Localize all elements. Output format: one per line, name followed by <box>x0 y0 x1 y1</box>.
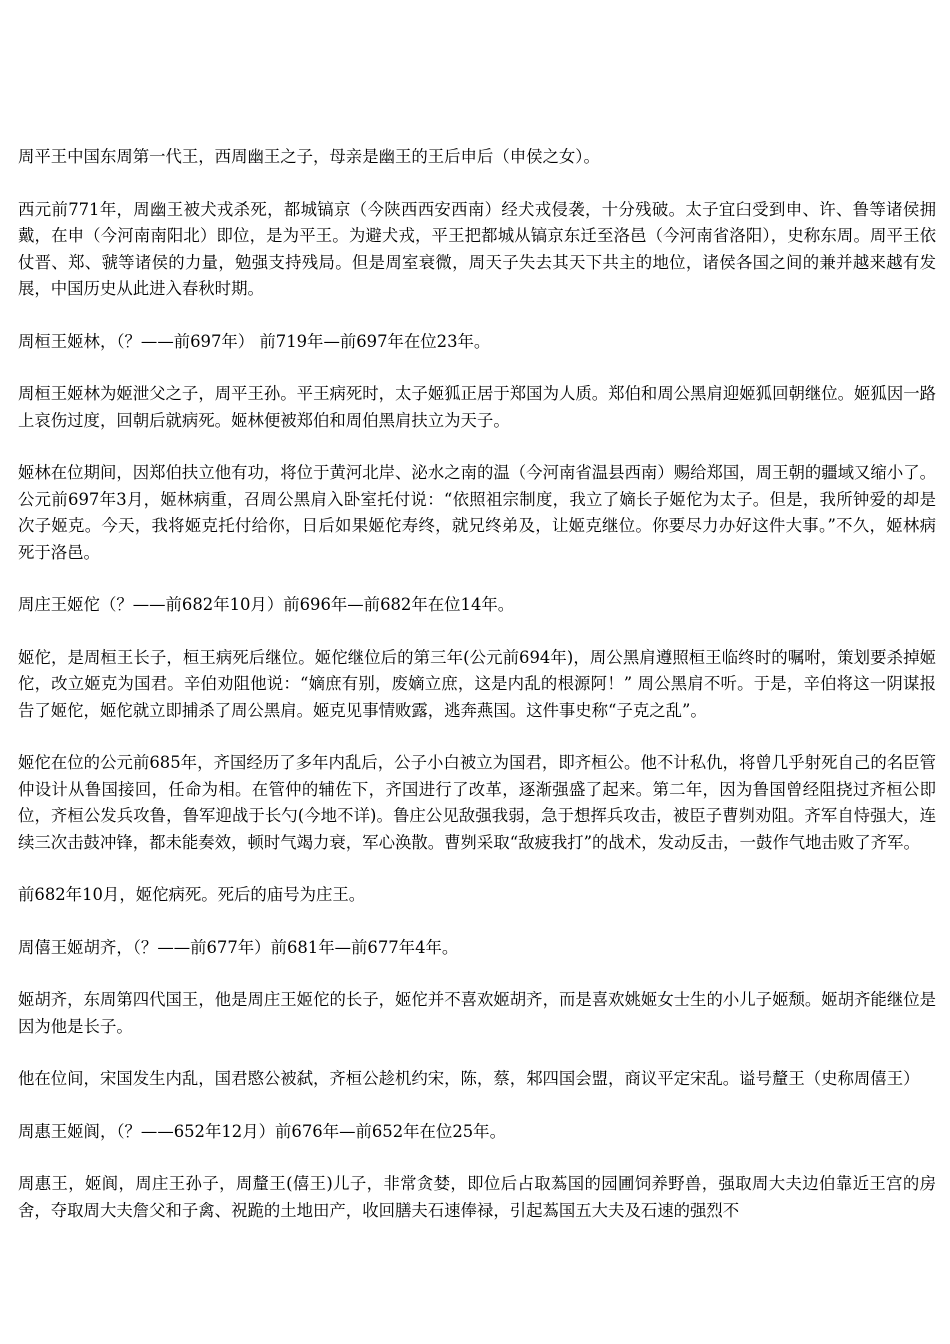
paragraph-14: 周惠王，姬阆，周庄王孙子，周釐王(僖王)儿子，非常贪婪，即位后占取蒍国的园圃饲养野兽，强取周大夫边伯靠近王宫的房舍，夺取周大夫詹父和子禽、祝跪的土地田产，收回膳夫石速俸禄，引起蒍国五大夫及石速的强烈不 <box>18 1174 936 1220</box>
document-body <box>18 144 936 1224</box>
paragraph-12: 他在位间，宋国发生内乱，国君愍公被弑，齐桓公趁机约宋，陈，蔡，邾四国会盟，商议平定宋乱。谥号釐王（史称周僖王） <box>18 1069 920 1088</box>
paragraph-7: 姬佗，是周桓王长子，桓王病死后继位。姬佗继位后的第三年(公元前694年)，周公黑肩遵照桓王临终时的嘱咐，策划要杀掉姬佗，改立姬克为国君。辛伯劝阻他说：“嫡庶有别，废嫡立庶，这是内乱的根源阿！” 周公黑肩不听。于是，辛伯将这一阴谋报告了姬佗，姬佗就立即捕杀了周公黑肩。姬克见事情败露，逃奔燕国。这件事史称“子克之乱”。 <box>18 647 936 720</box>
paragraph-11: 姬胡齐，东周第四代国王，他是周庄王姬佗的长子，姬佗并不喜欢姬胡齐，而是喜欢姚姬女士生的小儿子姬颓。姬胡齐能继位是因为他是长子。 <box>18 990 936 1036</box>
paragraph-9: 前682年10月，姬佗病死。死后的庙号为庄王。 <box>18 885 366 904</box>
paragraph-13: 周惠王姬阆，（？——652年12月）前676年—前652年在位25年。 <box>18 1121 506 1141</box>
paragraph-5: 姬林在位期间，因郑伯扶立他有功，将位于黄河北岸、泌水之南的温（今河南省温县西南）赐给郑国，周王朝的疆域又缩小了。公元前697年3月，姬林病重，召周公黑肩入卧室托付说：“依照祖宗制度，我立了嫡长子姬佗为太子。但是，我所钟爱的却是次子姬克。今天，我将姬克托付给你，日后如果姬佗寿终，就兄终弟及，让姬克继位。你要尽力办好这件大事。”不久，姬林病死于洛邑。 <box>18 463 936 562</box>
paragraph-10: 周僖王姬胡齐，（？——前677年）前681年—前677年4年。 <box>18 937 459 957</box>
paragraph-2: 西元前771年，周幽王被犬戎杀死，都城镐京（今陕西西安西南）经犬戎侵袭，十分残破。太子宜臼受到申、许、鲁等诸侯拥戴，在申（今河南南阳北）即位，是为平王。为避犬戎，平王把都城从镐京东迁至洛邑（今河南省洛阳），史称东周。周平王依仗晋、郑、虢等诸侯的力量，勉强支持残局。但是周室衰微，周天子失去其天下共主的地位，诸侯各国之间的兼并越来越有发展，中国历史从此进入春秋时期。 <box>18 199 936 298</box>
paragraph-8: 姬佗在位的公元前685年，齐国经历了多年内乱后，公子小白被立为国君，即齐桓公。他不计私仇，将曾几乎射死自己的名臣管仲设计从鲁国接回，任命为相。在管仲的辅佐下，齐国进行了改革，逐渐强盛了起来。第二年，因为鲁国曾经阻挠过齐桓公即位，齐桓公发兵攻鲁，鲁军迎战于长勺(今地不详)。鲁庄公见敌强我弱，急于想挥兵攻击，被臣子曹刿劝阻。齐军自恃强大，连续三次击鼓冲锋，都未能奏效，顿时气竭力衰，军心涣散。曹刿采取“敌疲我打”的战术，发动反击，一鼓作气地击败了齐军。 <box>18 753 936 852</box>
paragraph-6: 周庄王姬佗（？——前682年10月）前696年—前682年在位14年。 <box>18 595 515 614</box>
paragraph-4: 周桓王姬林为姬泄父之子，周平王孙。平王病死时，太子姬狐正居于郑国为人质。郑伯和周公黑肩迎姬狐回朝继位。姬狐因一路上哀伤过度，回朝后就病死。姬林便被郑伯和周伯黑肩扶立为天子。 <box>18 384 936 430</box>
paragraph-1: 周平王中国东周第一代王，西周幽王之子，母亲是幽王的王后申后（申侯之女）。 <box>18 147 600 166</box>
paragraph-3: 周桓王姬林，（？——前697年） 前719年—前697年在位23年。 <box>18 331 491 351</box>
